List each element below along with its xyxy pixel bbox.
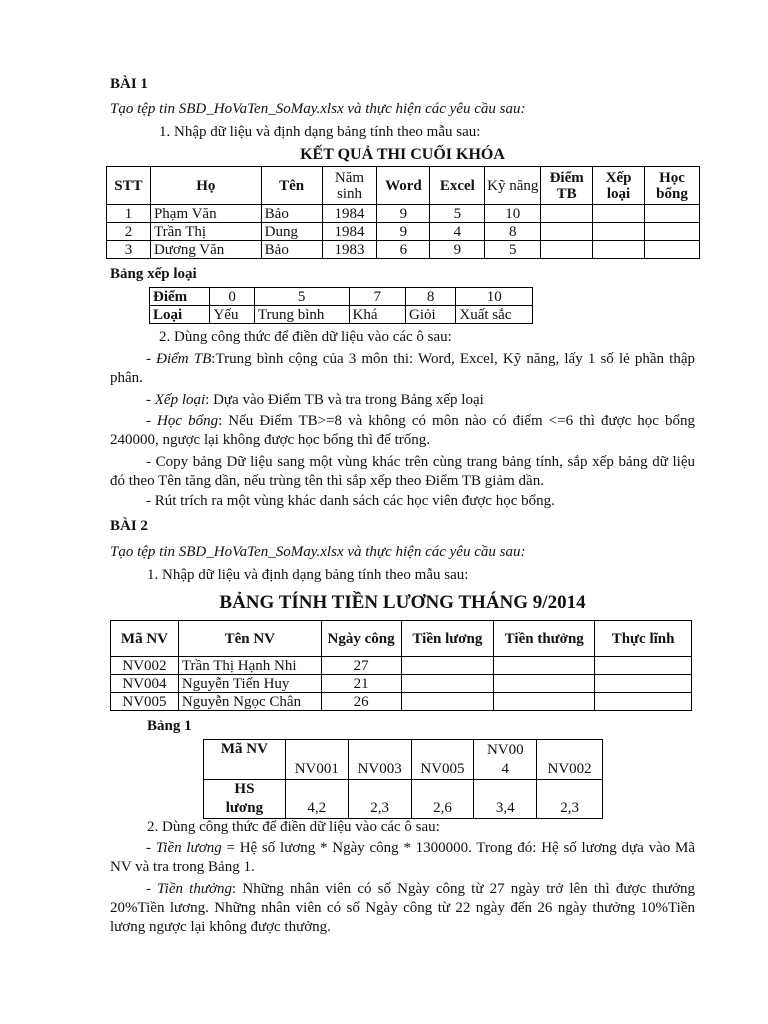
cell-excel: 9	[430, 241, 485, 259]
col-header: STT	[107, 167, 151, 205]
hoc-bong-paragraph: - Học bổng: Nếu Điểm TB>=8 và không có môn nào có điểm <=6 thì được học bổng 240000, ngược lại không được học bổng thì để trống.	[110, 413, 695, 448]
ma-nv-value: NV005	[411, 740, 474, 780]
hoc-bong-text: : Nếu Điểm TB>=8 và không có môn nào có điểm <=6 thì được học bổng 240000, ngược lại không được học bổng thì để trống.	[110, 413, 695, 448]
cell-stt: 1	[107, 205, 151, 223]
table-row	[111, 675, 692, 693]
diem-tb-label: Điểm TB	[156, 351, 212, 367]
bai1-heading: BÀI 1	[110, 76, 148, 92]
diem-label: Điểm	[150, 288, 210, 306]
diem-tb-paragraph: - Điểm TB:Trung bình cộng của 3 môn thi: Word, Excel, Kỹ năng, lấy 1 số lẻ phần thập phân.	[110, 351, 696, 386]
hs-luong-value: 2,3	[348, 780, 411, 819]
table-row	[111, 693, 692, 711]
cell-thuc-linh	[595, 657, 692, 675]
cell-tien-luong	[401, 693, 494, 711]
diem-value: 10	[456, 288, 533, 306]
bang1-ma-row	[204, 740, 603, 780]
cell-nam-sinh: 1984	[322, 223, 377, 241]
bang1-hs-row	[204, 780, 603, 819]
col-header: Mã NV	[111, 621, 179, 657]
xep-loai-loai-row	[150, 306, 533, 324]
cell-diem-tb	[541, 205, 593, 223]
ma-nv-value: NV003	[348, 740, 411, 780]
cell-ky-nang: 10	[485, 205, 541, 223]
cell-tien-luong	[401, 657, 494, 675]
cell-ho: Dương Văn	[150, 241, 261, 259]
copy-paragraph: - Copy bảng Dữ liệu sang một vùng khác trên cùng trang bảng tính, sắp xếp bảng dữ liệu đó theo Tên tăng dần, nếu trùng tên thì sắp xếp theo Điểm TB giảm dần.	[110, 454, 695, 489]
ma-nv-value: NV004	[474, 740, 537, 780]
xep-loai-table	[149, 287, 533, 324]
cell-tien-thuong	[494, 693, 595, 711]
hs-luong-value: 2,3	[537, 780, 603, 819]
cell-hoc-bong	[645, 205, 700, 223]
cell-tien-thuong	[494, 657, 595, 675]
bang1-table	[203, 739, 603, 819]
cell-thuc-linh	[595, 675, 692, 693]
cell-ho: Phạm Văn	[150, 205, 261, 223]
loai-value: Giỏi	[405, 306, 455, 324]
diem-value: 8	[405, 288, 455, 306]
loai-value: Xuất sắc	[456, 306, 533, 324]
col-header: Họ	[150, 167, 261, 205]
cell-diem-tb	[541, 241, 593, 259]
bai2-intro: Tạo tệp tin SBD_HoVaTen_SoMay.xlsx và thực hiện các yêu cầu sau:	[110, 544, 526, 560]
cell-word: 9	[377, 223, 430, 241]
cell-excel: 5	[430, 205, 485, 223]
cell-ten: Bảo	[261, 205, 322, 223]
table-row	[111, 657, 692, 675]
hs-luong-value: 3,4	[474, 780, 537, 819]
xep-loai-diem-row	[150, 288, 533, 306]
ma-nv-value: NV002	[537, 740, 603, 780]
col-header: Word	[377, 167, 430, 205]
cell-word: 6	[377, 241, 430, 259]
cell-ma-nv: NV002	[111, 657, 179, 675]
ket-qua-table	[106, 166, 700, 259]
cell-ten: Bảo	[261, 241, 322, 259]
tien-luong-paragraph: - Tiền lương = Hệ số lương * Ngày công * 1300000. Trong đó: Hệ số lương dựa vào Mã NV và tra trong Bảng 1.	[110, 840, 695, 875]
bang1-title: Bảng 1	[147, 718, 192, 734]
col-header: Năm sinh	[322, 167, 377, 205]
tien-thuong-text: : Những nhân viên có số Ngày công từ 27 ngày trở lên thì được thưởng 20%Tiền lương. Những nhân viên có số Ngày công từ 22 ngày đến 26 ngày thưởng 10%Tiền lương ngược lại không được thưởng.	[110, 881, 695, 935]
hs-luong-label: HS lương	[204, 780, 286, 819]
cell-stt: 3	[107, 241, 151, 259]
table-row	[107, 205, 700, 223]
loai-value: Trung bình	[254, 306, 349, 324]
col-header: Học bổng	[645, 167, 700, 205]
cell-ngay-cong: 26	[321, 693, 401, 711]
xep-loai-paragraph: - Xếp loại: Dựa vào Điểm TB và tra trong Bảng xếp loại	[146, 392, 484, 408]
rut-trich-paragraph: - Rút trích ra một vùng khác danh sách các học viên được học bổng.	[146, 493, 555, 509]
col-header: Tiền lương	[401, 621, 494, 657]
bai2-heading: BÀI 2	[110, 518, 148, 534]
cell-nam-sinh: 1983	[322, 241, 377, 259]
hs-luong-value: 2,6	[411, 780, 474, 819]
hoc-bong-label: Học bổng	[157, 413, 219, 429]
cell-thuc-linh	[595, 693, 692, 711]
bai2-step2: 2. Dùng công thức để điền dữ liệu vào các ô sau:	[147, 819, 440, 835]
xep-loai-label: Xếp loại	[154, 392, 206, 408]
diem-value: 0	[210, 288, 254, 306]
cell-stt: 2	[107, 223, 151, 241]
col-header: Xếp loại	[593, 167, 645, 205]
cell-ma-nv: NV005	[111, 693, 179, 711]
tien-thuong-label: Tiền thưởng	[157, 881, 233, 897]
cell-hoc-bong	[645, 223, 700, 241]
col-header: Điểm TB	[541, 167, 593, 205]
cell-nam-sinh: 1984	[322, 205, 377, 223]
xep-loai-title: Bảng xếp loại	[110, 266, 197, 282]
col-header: Ngày công	[321, 621, 401, 657]
cell-xep-loai	[593, 205, 645, 223]
col-header: Kỹ năng	[485, 167, 541, 205]
bai1-step2: 2. Dùng công thức để điền dữ liệu vào các ô sau:	[159, 329, 452, 345]
tien-luong-text: = Hệ số lương * Ngày công * 1300000. Trong đó: Hệ số lương dựa vào Mã NV và tra trong Bảng 1.	[110, 840, 695, 875]
tien-thuong-paragraph: - Tiền thưởng: Những nhân viên có số Ngày công từ 27 ngày trở lên thì được thưởng 20%Tiền lương. Những nhân viên có số Ngày công từ 22 ngày đến 26 ngày thưởng 10%Tiền lương ngược lại không được thưởng.	[110, 881, 695, 935]
table-header-row	[107, 167, 700, 205]
cell-ma-nv: NV004	[111, 675, 179, 693]
cell-ten: Dung	[261, 223, 322, 241]
tien-luong-label: Tiền lương	[155, 840, 222, 856]
col-header: Thực lĩnh	[595, 621, 692, 657]
cell-ten-nv: Nguyễn Ngọc Chân	[178, 693, 321, 711]
cell-excel: 4	[430, 223, 485, 241]
table-row	[107, 241, 700, 259]
luong-table	[110, 620, 692, 711]
diem-tb-text: :Trung bình cộng của 3 môn thi: Word, Excel, Kỹ năng, lấy 1 số lẻ phần thập phân.	[110, 351, 696, 386]
table-header-row	[111, 621, 692, 657]
cell-word: 9	[377, 205, 430, 223]
col-header: Tên NV	[178, 621, 321, 657]
cell-ky-nang: 5	[485, 241, 541, 259]
hs-luong-value: 4,2	[285, 780, 348, 819]
col-header: Excel	[430, 167, 485, 205]
cell-hoc-bong	[645, 241, 700, 259]
loai-value: Yếu	[210, 306, 254, 324]
col-header: Tên	[261, 167, 322, 205]
xep-loai-text: : Dựa vào Điểm TB và tra trong Bảng xếp loại	[205, 392, 484, 408]
ma-nv-label: Mã NV	[204, 740, 286, 780]
bai1-intro: Tạo tệp tin SBD_HoVaTen_SoMay.xlsx và thực hiện các yêu cầu sau:	[110, 101, 526, 117]
loai-value: Khá	[349, 306, 405, 324]
cell-ky-nang: 8	[485, 223, 541, 241]
ma-nv-value: NV001	[285, 740, 348, 780]
cell-xep-loai	[593, 223, 645, 241]
cell-ho: Trần Thị	[150, 223, 261, 241]
cell-tien-luong	[401, 675, 494, 693]
cell-ngay-cong: 27	[321, 657, 401, 675]
table-row	[107, 223, 700, 241]
col-header: Tiền thưởng	[494, 621, 595, 657]
bai1-step1: 1. Nhập dữ liệu và định dạng bảng tính theo mẫu sau:	[159, 124, 481, 140]
cell-tien-thuong	[494, 675, 595, 693]
cell-xep-loai	[593, 241, 645, 259]
bai2-step1: 1. Nhập dữ liệu và định dạng bảng tính theo mẫu sau:	[147, 567, 469, 583]
cell-ten-nv: Trần Thị Hạnh Nhi	[178, 657, 321, 675]
loai-label: Loại	[150, 306, 210, 324]
diem-value: 5	[254, 288, 349, 306]
cell-ten-nv: Nguyễn Tiến Huy	[178, 675, 321, 693]
bai2-table-title: BẢNG TÍNH TIỀN LƯƠNG THÁNG 9/2014	[219, 592, 586, 613]
cell-ngay-cong: 21	[321, 675, 401, 693]
diem-value: 7	[349, 288, 405, 306]
cell-diem-tb	[541, 223, 593, 241]
bai1-table-title: KẾT QUẢ THI CUỐI KHÓA	[300, 146, 505, 163]
